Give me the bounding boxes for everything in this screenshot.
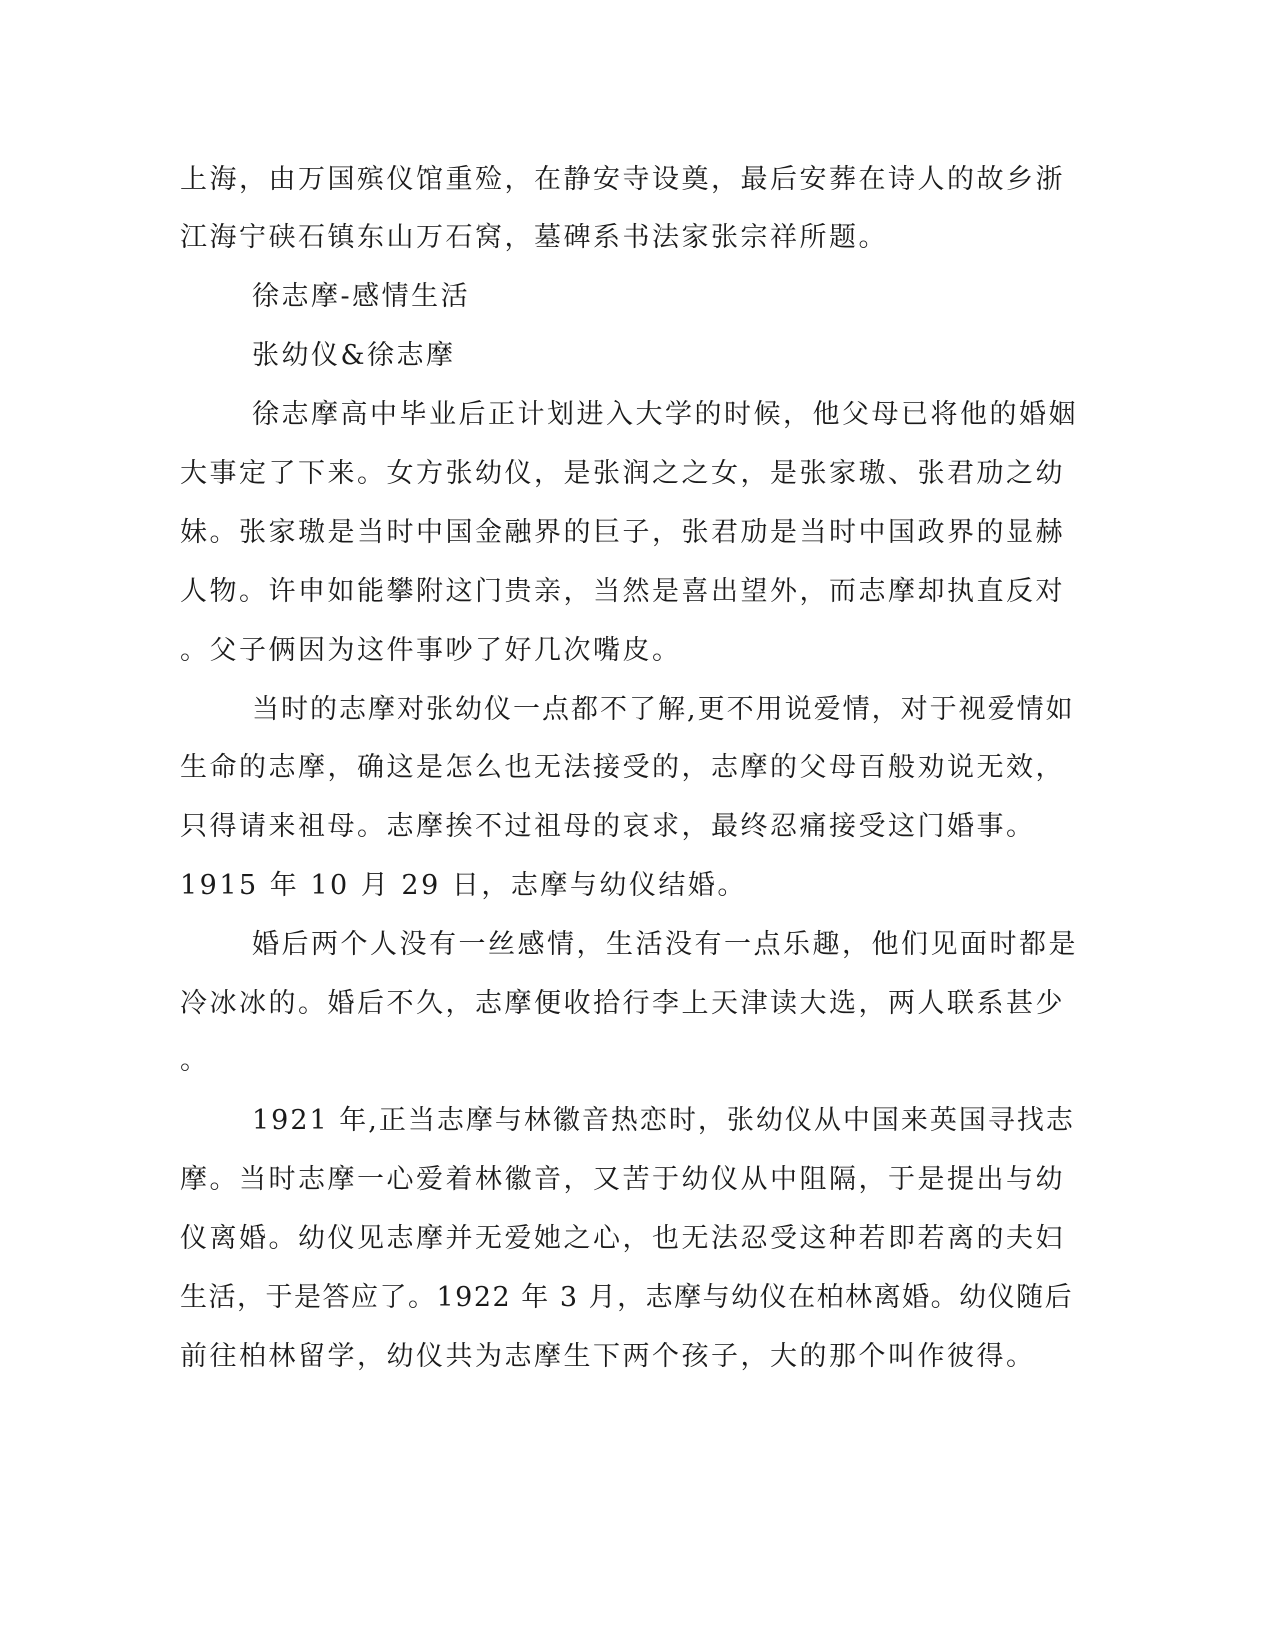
- text-line: 当时的志摩对张幼仪一点都不了解,更不用说爱情，对于视爱情如: [252, 694, 1075, 725]
- text-line: 。父子俩因为这件事吵了好几次嘴皮。: [180, 635, 682, 666]
- text-line: 江海宁硖石镇东山万石窝，墓碑系书法家张宗祥所题。: [180, 222, 888, 253]
- text-line: 上海，由万国殡仪馆重殓，在静安寺设奠，最后安葬在诗人的故乡浙: [180, 164, 1065, 195]
- section-subheading: 张幼仪&徐志摩: [252, 340, 456, 371]
- text-line: 。: [180, 1045, 210, 1076]
- text-line: 仪离婚。幼仪见志摩并无爱她之心，也无法忍受这种若即若离的夫妇: [180, 1223, 1065, 1254]
- text-line: 前往柏林留学，幼仪共为志摩生下两个孩子，大的那个叫作彼得。: [180, 1341, 1036, 1372]
- text-line: 人物。许申如能攀附这门贵亲，当然是喜出望外，而志摩却执直反对: [180, 576, 1065, 607]
- text-line: 徐志摩高中毕业后正计划进入大学的时候，他父母已将他的婚姻: [252, 399, 1078, 430]
- text-line: 1915 年 10 月 29 日，志摩与幼仪结婚。: [180, 870, 747, 901]
- text-line: 只得请来祖母。志摩挨不过祖母的哀求，最终忍痛接受这门婚事。: [180, 811, 1036, 842]
- text-line: 生命的志摩，确这是怎么也无法接受的，志摩的父母百般劝说无效，: [180, 752, 1065, 783]
- text-line: 冷冰冰的。婚后不久，志摩便收拾行李上天津读大选，两人联系甚少: [180, 988, 1065, 1019]
- text-line: 1921 年,正当志摩与林徽音热恋时，张幼仪从中国来英国寻找志: [252, 1105, 1075, 1136]
- section-heading: 徐志摩-感情生活: [252, 281, 471, 312]
- text-line: 大事定了下来。女方张幼仪，是张润之之女，是张家璈、张君劢之幼: [180, 458, 1065, 489]
- text-line: 生活，于是答应了。1922 年 3 月，志摩与幼仪在柏林离婚。幼仪随后: [180, 1282, 1074, 1313]
- text-line: 妹。张家璈是当时中国金融界的巨子，张君劢是当时中国政界的显赫: [180, 517, 1065, 548]
- text-line: 婚后两个人没有一丝感情，生活没有一点乐趣，他们见面时都是: [252, 929, 1078, 960]
- text-line: 摩。当时志摩一心爱着林徽音，又苦于幼仪从中阻隔，于是提出与幼: [180, 1164, 1065, 1195]
